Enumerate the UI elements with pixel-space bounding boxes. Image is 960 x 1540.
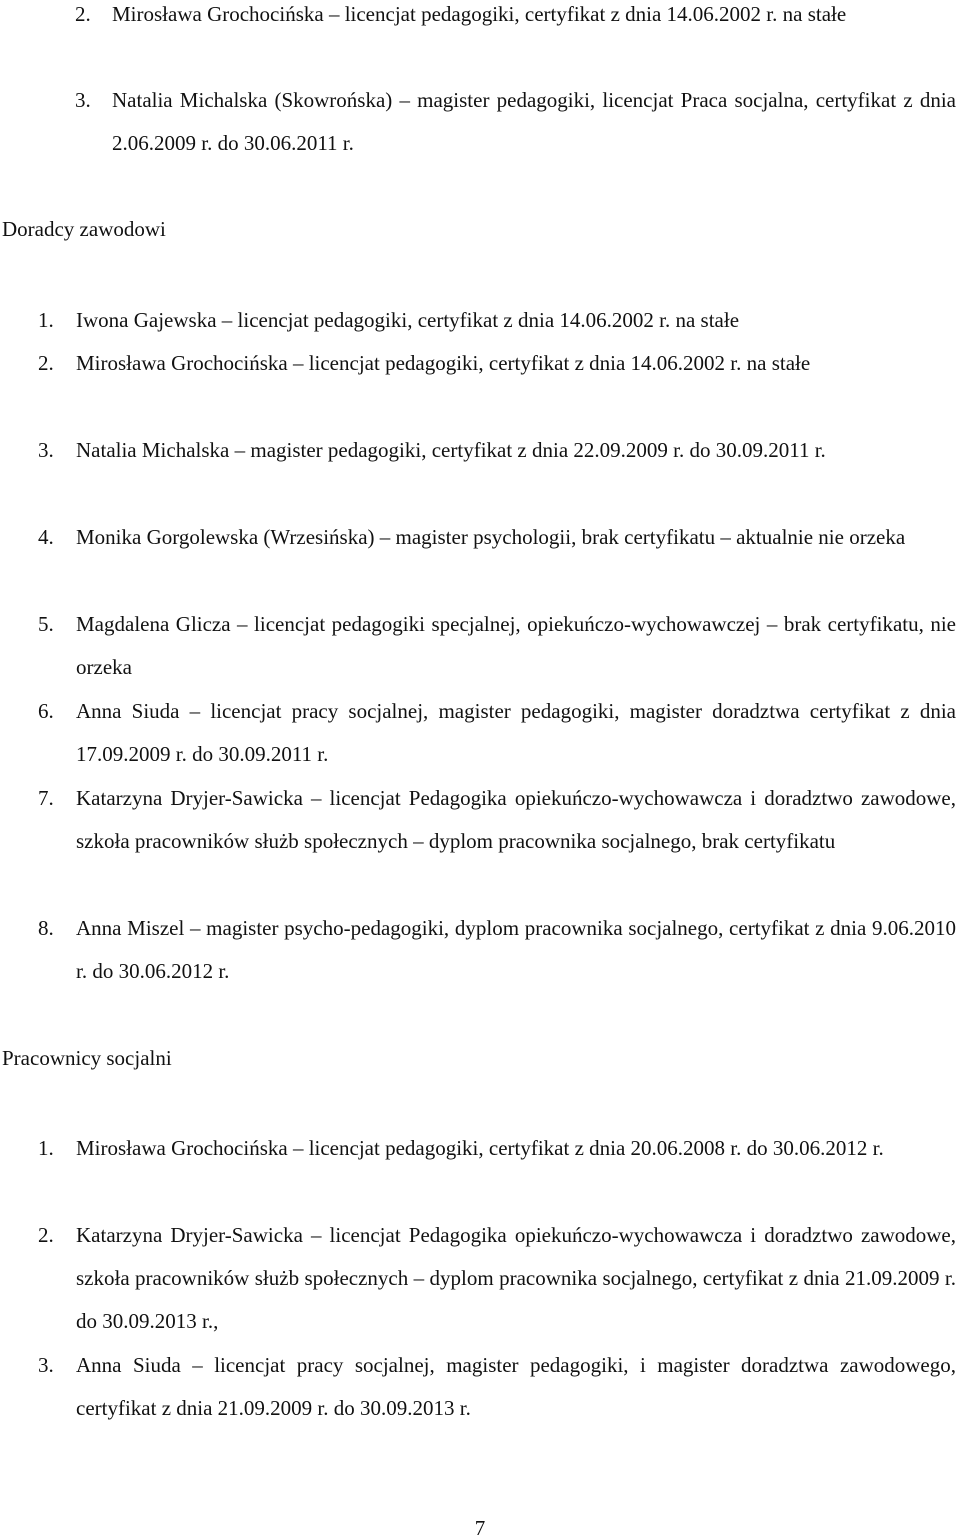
list-item-text: Magdalena Glicza – licencjat pedagogiki specjalnej, opiekuńczo-wychowawczej – brak certyfikatu, nie orzeka [76,612,956,679]
list-item-number: 2. [38,351,54,375]
list-item-number: 2. [38,1223,54,1247]
list-item-text: Anna Siuda – licencjat pracy socjalnej, magister pedagogiki, i magister doradztwa zawodowego, certyfikat z dnia 21.09.2009 r. do 30.09.2013 r. [76,1353,956,1420]
list-item-number: 2. [75,2,91,26]
list-item-number: 4. [38,525,54,549]
list-item-number: 8. [38,916,54,940]
list-item-number: 3. [38,1353,54,1377]
list-item-text: Iwona Gajewska – licencjat pedagogiki, certyfikat z dnia 14.06.2002 r. na stałe [76,308,740,332]
list-item-text: Natalia Michalska (Skowrońska) – magister pedagogiki, licencjat Praca socjalna, certyfikat z dnia 2.06.2009 r. do 30.06.2011 r. [112,88,956,155]
list-item-text: Katarzyna Dryjer-Sawicka – licencjat Pedagogika opiekuńczo-wychowawcza i doradztwo zawodowe, szkoła pracowników służb społecznych – dyplom pracownika socjalnego, brak certyfikatu [76,786,956,853]
list-item-text: Monika Gorgolewska (Wrzesińska) – magister psychologii, brak certyfikatu – aktualnie nie orzeka [76,525,906,549]
list-item-number: 6. [38,699,54,723]
list-item-text: Anna Siuda – licencjat pracy socjalnej, magister pedagogiki, magister doradztwa certyfikat z dnia 17.09.2009 r. do 30.09.2011 r. [76,699,956,766]
list-item-text: Anna Miszel – magister psycho-pedagogiki, dyplom pracownika socjalnego, certyfikat z dnia 9.06.2010 r. do 30.06.2012 r. [76,916,956,983]
list-item-number: 1. [38,308,54,332]
list-item-number: 3. [38,438,54,462]
list-item-text: Natalia Michalska – magister pedagogiki, certyfikat z dnia 22.09.2009 r. do 30.09.2011 r. [76,438,826,462]
list-item-number: 1. [38,1136,54,1160]
section-title-social: Pracownicy socjalni [2,1046,172,1070]
list-item-number: 7. [38,786,54,810]
section-title-career: Doradcy zawodowi [2,217,166,241]
list-item-number: 3. [75,88,91,112]
list-item-text: Katarzyna Dryjer-Sawicka – licencjat Pedagogika opiekuńczo-wychowawcza i doradztwo zawodowe, szkoła pracowników służb społecznych – dyplom pracownika socjalnego, certyfikat z dnia 21.09.2009 r. do 30.09.2013 r., [76,1223,956,1333]
list-item-text: Mirosława Grochocińska – licencjat pedagogiki, certyfikat z dnia 14.06.2002 r. na stałe [76,351,811,375]
list-item-text: Mirosława Grochocińska – licencjat pedagogiki, certyfikat z dnia 14.06.2002 r. na stałe [112,2,847,26]
page-number: 7 [474,1516,486,1540]
list-item-text: Mirosława Grochocińska – licencjat pedagogiki, certyfikat z dnia 20.06.2008 r. do 30.06.2012 r. [76,1136,884,1160]
list-item-number: 5. [38,612,54,636]
